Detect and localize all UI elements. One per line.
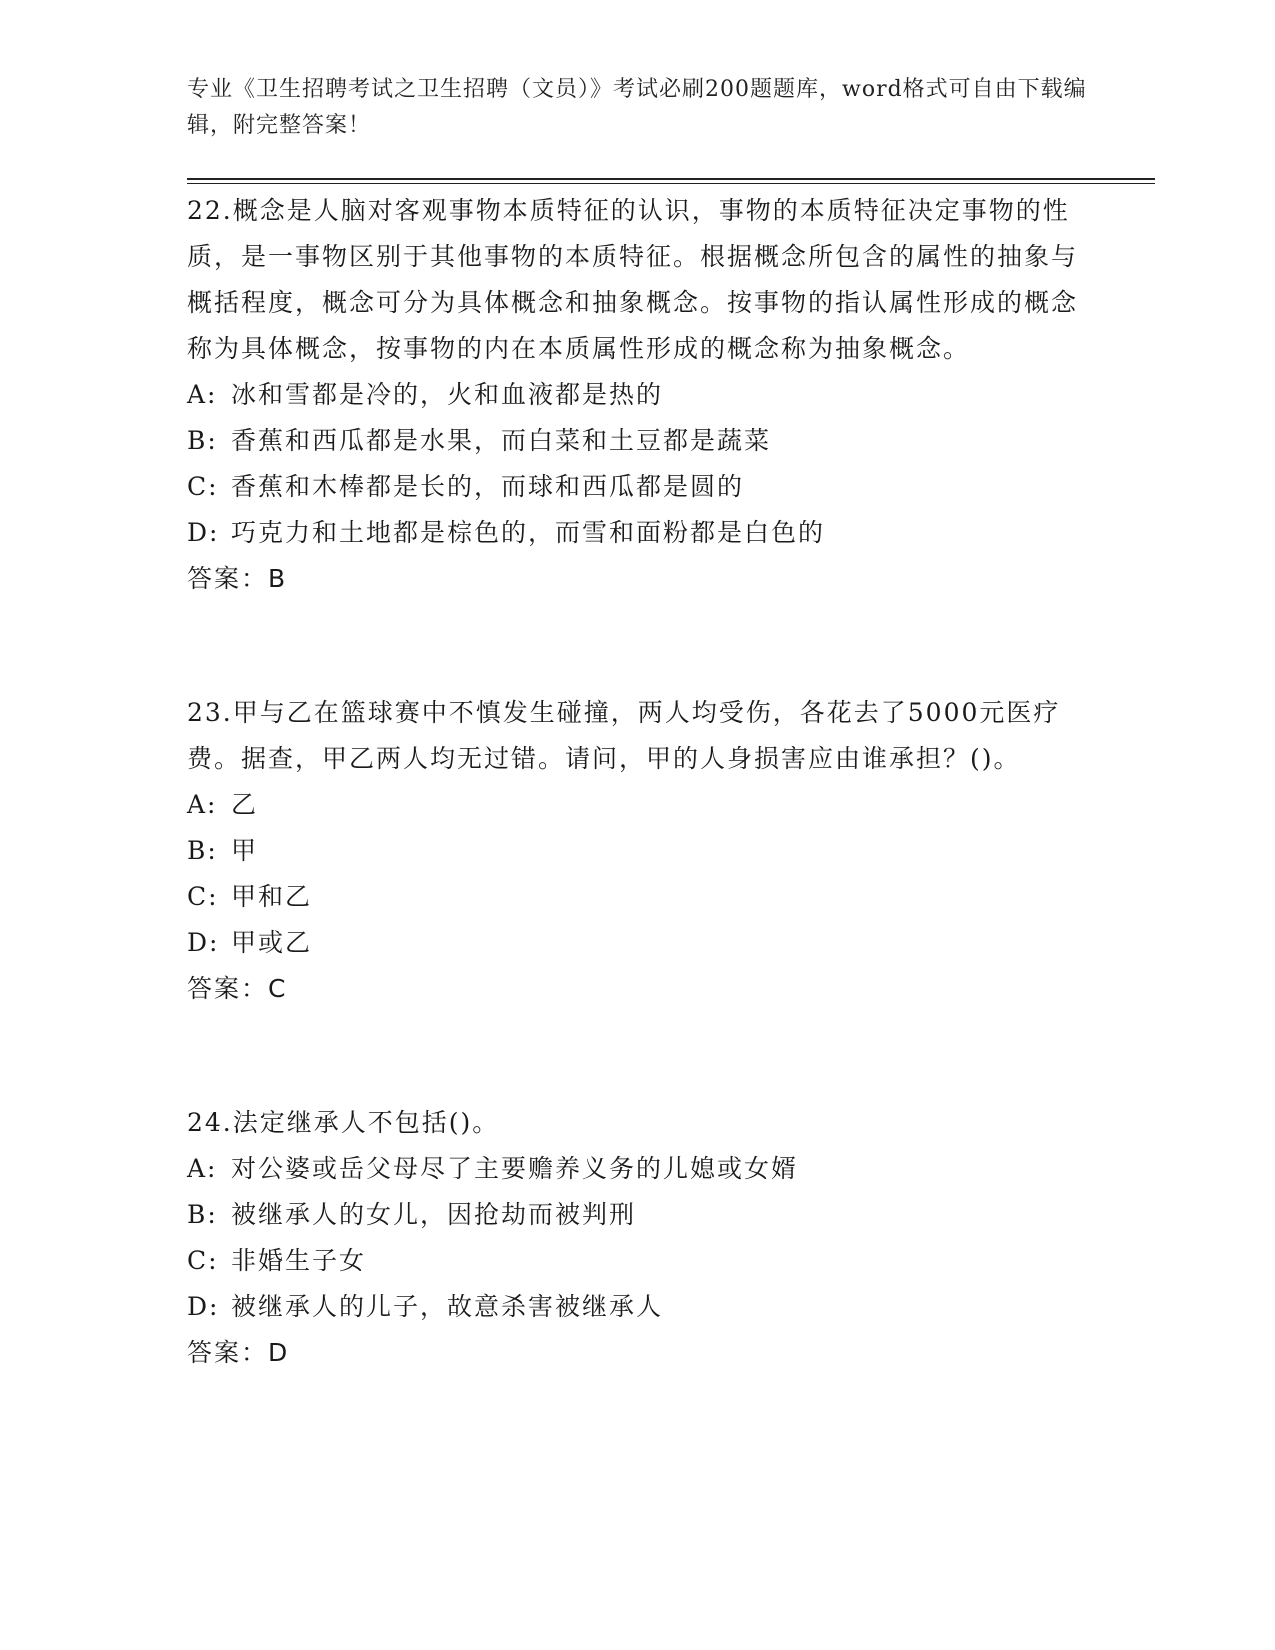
option-text: 香蕉和木棒都是长的，而球和西瓜都是圆的 [231,472,745,501]
option-key: B: [187,836,218,865]
option-key: C: [187,472,219,501]
answer-line: 答案：D [187,1338,290,1367]
answer-line: 答案：C [187,974,288,1003]
option-a [187,1146,1087,1192]
header-text: 专业《卫生招聘考试之卫生招聘（文员）》考试必刷200题题库，word格式可自由下载编辑，附完整答案！ [187,77,1087,138]
option-key: D: [187,928,220,957]
option-d [187,1284,1087,1330]
option-c [187,1238,1087,1284]
option-text: 甲和乙 [231,882,313,911]
option-list [187,1146,1087,1330]
option-b [187,418,1087,464]
option-text: 非婚生子女 [231,1246,367,1275]
answer-line: 答案：B [187,564,288,593]
option-c [187,464,1087,510]
option-key: D: [187,1292,220,1321]
option-text: 香蕉和西瓜都是水果，而白菜和土豆都是蔬菜 [231,426,772,455]
option-key: A: [187,380,218,409]
option-text: 乙 [231,790,259,819]
option-key: A: [187,1154,218,1183]
page-header [187,72,1087,144]
option-d [187,920,1087,966]
option-list [187,372,1087,556]
option-text: 对公婆或岳父母尽了主要赡养义务的儿媳或女婿 [231,1154,799,1183]
option-key: C: [187,882,219,911]
question-24 [187,1100,1087,1376]
header-divider-thin [187,183,1155,184]
option-a [187,782,1087,828]
option-list [187,782,1087,966]
option-b [187,828,1087,874]
option-key: D: [187,518,220,547]
question-stem: 23.甲与乙在篮球赛中不慎发生碰撞，两人均受伤，各花去了5000元医疗费。据查，甲乙两人均无过错。请问，甲的人身损害应由谁承担？()。 [187,698,1061,773]
option-a [187,372,1087,418]
option-text: 冰和雪都是冷的，火和血液都是热的 [231,380,664,409]
option-d [187,510,1087,556]
option-key: B: [187,426,218,455]
option-text: 巧克力和土地都是棕色的，而雪和面粉都是白色的 [231,518,826,547]
option-text: 甲或乙 [231,928,313,957]
option-text: 甲 [231,836,259,865]
option-key: B: [187,1200,218,1229]
question-stem: 22.概念是人脑对客观事物本质特征的认识，事物的本质特征决定事物的性质，是一事物区别于其他事物的本质特征。根据概念所包含的属性的抽象与概括程度，概念可分为具体概念和抽象概念。按事物的指认属性形成的概念称为具体概念，按事物的内在本质属性形成的概念称为抽象概念。 [187,196,1079,363]
question-22 [187,188,1087,602]
option-text: 被继承人的儿子，故意杀害被继承人 [231,1292,664,1321]
option-key: C: [187,1246,219,1275]
option-c [187,874,1087,920]
header-divider-thick [187,178,1155,180]
option-b [187,1192,1087,1238]
option-text: 被继承人的女儿，因抢劫而被判刑 [231,1200,637,1229]
option-key: A: [187,790,218,819]
question-stem: 24.法定继承人不包括()。 [187,1108,500,1137]
question-23 [187,690,1087,1012]
